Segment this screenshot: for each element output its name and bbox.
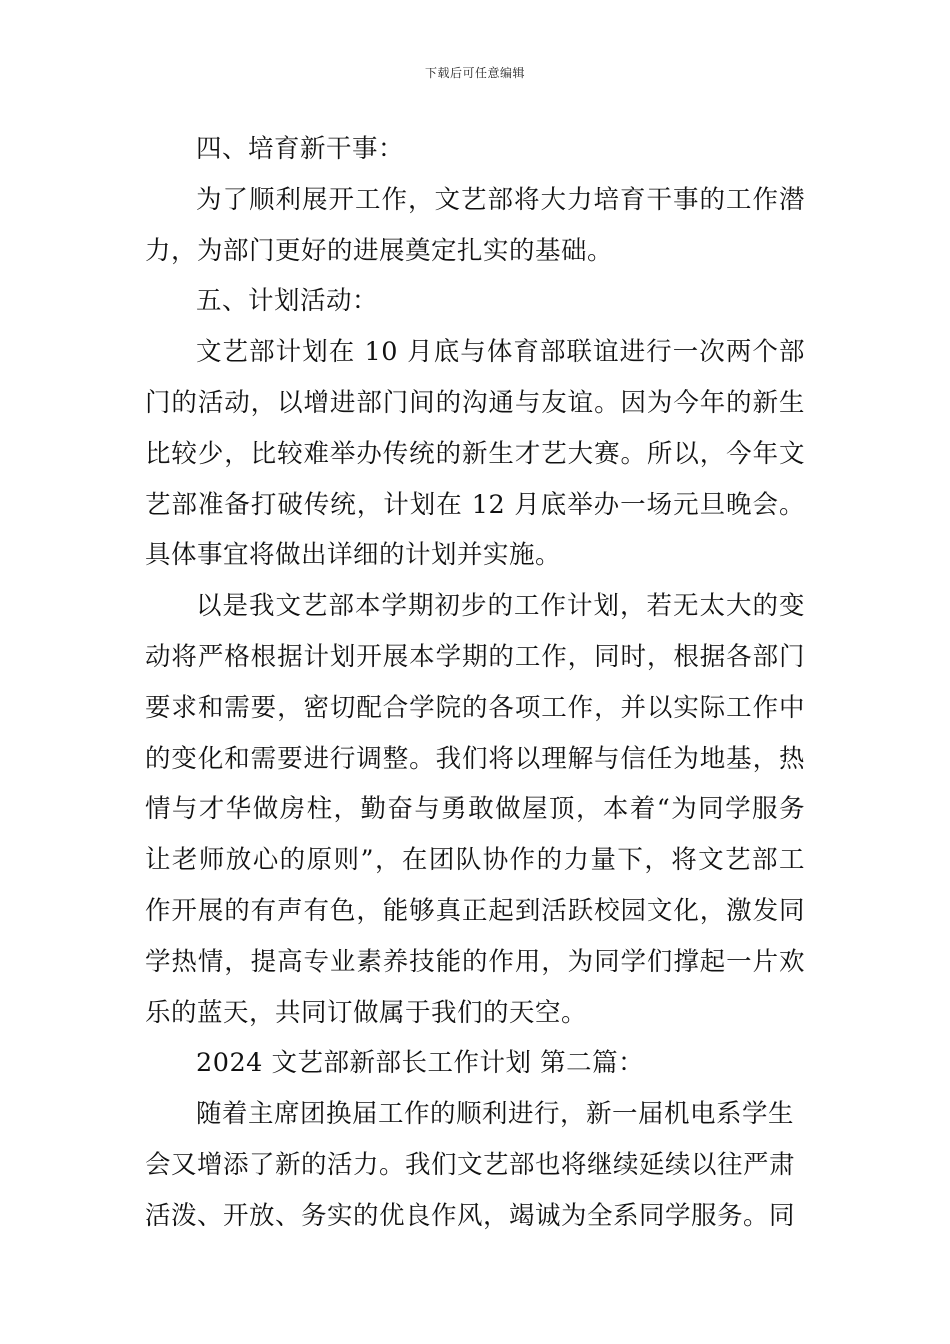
section-heading-part-two: 2024 文艺部新部长工作计划 第二篇： [196,1048,645,1079]
section-heading-4: 四、培育新干事： [196,134,405,164]
paragraph-activities: 文艺部计划在 10 月底与体育部联谊进行一次两个部门的活动，以增进部门间的沟通与友谊。因为今年的新生比较少，比较难举办传统的新生才艺大赛。所以，今年文艺部准备打破传统，计划在 12 月底举办一场元旦晚会。具体事宜将做出详细的计划并实施。 [145,337,805,571]
section-heading-5: 五、计划活动： [196,286,379,317]
page-header: 下载后可任意编辑 [424,66,525,80]
paragraph-part-two-intro: 随着主席团换届工作的顺利进行，新一届机电系学生会又增添了新的活力。我们文艺部也将继续延续以往严肃活泼、开放、务实的优良作风，竭诚为全系同学服务。同 [145,1099,796,1231]
paragraph-summary: 以是我文艺部本学期初步的工作计划，若无太大的变动将严格根据计划开展本学期的工作，同时，根据各部门要求和需要，密切配合学院的各项工作，并以实际工作中的变化和需要进行调整。我们将以理解与信任为地基，热情与才华做房柱，勤奋与勇敢做屋顶，本着“为同学服务让老师放心的原则”，在团队协作的力量下，将文艺部工作开展的有声有色，能够真正起到活跃校园文化，激发同学热情，提高专业素养技能的作用，为同学们撑起一片欢乐的蓝天，共同订做属于我们的天空。 [145,591,805,1028]
document-body [145,124,805,1242]
paragraph-training: 为了顺利展开工作，文艺部将大力培育干事的工作潜力，为部门更好的进展奠定扎实的基础。 [145,184,805,266]
